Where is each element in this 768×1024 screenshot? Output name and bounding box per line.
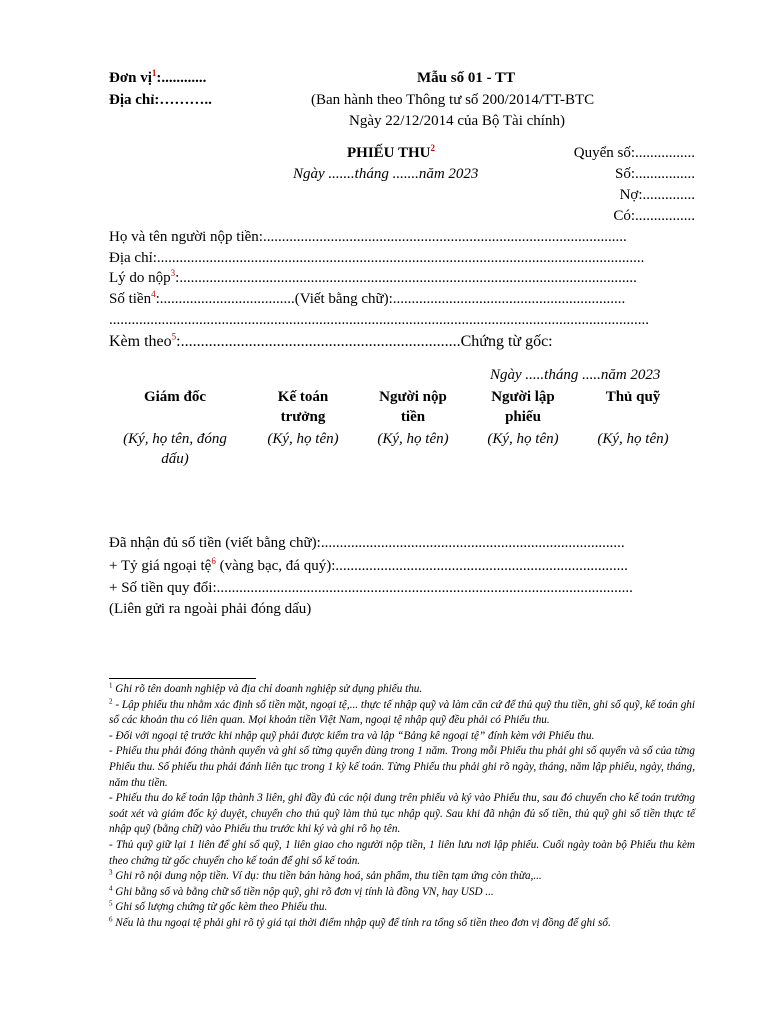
footnote-text: - Đối với ngoại tệ trước khi nhập quỹ phải được kiểm tra và lập “Bảng kê ngoại tệ” đính kèm với Phiếu thu.	[109, 729, 595, 742]
footnote-ref-5: 5	[171, 331, 177, 342]
footnote-item	[109, 916, 695, 932]
footnote-text: Nếu là thu ngoại tệ phải ghi rõ tỷ giá tại thời điểm nhập quỹ để tính ra tổng số tiền theo đơn vị đồng để ghi sổ.	[112, 916, 611, 929]
stamp-note: (Liên gửi ra ngoài phải đóng dấu)	[109, 601, 312, 617]
signature-note: (Ký, họ tên)	[267, 431, 339, 447]
footnote-item	[109, 838, 695, 869]
footnote-text: - Thủ quỹ giữ lại 1 liên để ghi sổ quỹ, 1 liên giao cho người nộp tiền, 1 liên lưu nơi lập phiếu. Cuối ngày toàn bộ Phiếu thu kèm theo chứng từ gốc chuyển cho kế toán để ghi sổ kế toán.	[109, 838, 695, 867]
footnote-item	[109, 885, 695, 901]
footnote-divider	[109, 678, 256, 679]
issued-date: Ngày 22/12/2014 của Bộ Tài chính)	[349, 113, 565, 129]
signature-note: (Ký, họ tên)	[597, 431, 669, 447]
issued-by: (Ban hành theo Thông tư số 200/2014/TT-BTC	[311, 92, 595, 108]
debit-account: Nợ:..............	[619, 187, 695, 203]
signature-payer	[368, 387, 458, 449]
credit-account: Có:................	[613, 208, 695, 224]
exchange-rate	[109, 558, 628, 575]
signature-note: (Ký, họ tên, đóng dấu)	[123, 431, 227, 467]
footnote-item	[109, 744, 695, 791]
reason-label: Lý do nộp	[109, 270, 171, 286]
footnote-item	[109, 729, 695, 745]
signature-note: (Ký, họ tên)	[487, 431, 559, 447]
title-text: PHIẾU THU	[347, 145, 431, 161]
amount-continuation: ................................................................................................................................................	[109, 312, 649, 328]
footnote-text: Ghi rõ nội dung nộp tiền. Ví dụ: thu tiền bán hàng hoá, sản phẩm, thu tiền tạm ứng còn thừa,...	[112, 870, 542, 883]
footnotes	[109, 682, 695, 932]
signature-preparer	[478, 387, 568, 449]
reason-field	[109, 270, 637, 287]
footnote-ref-4: 4	[151, 289, 156, 299]
footnote-item	[109, 900, 695, 916]
form-number: Mẫu số 01 - TT	[417, 70, 516, 86]
received-amount: Đã nhận đủ số tiền (viết bằng chữ):.................................................................................	[109, 535, 625, 551]
signature-director	[110, 387, 240, 469]
signature-date: Ngày .....tháng .....năm 2023	[490, 367, 661, 383]
unit-label: Đơn vị	[109, 70, 152, 86]
attachment-field	[109, 333, 553, 351]
footnote-item	[109, 698, 695, 729]
footnote-text: Ghi bằng số và bằng chữ số tiền nộp quỹ, ghi rõ đơn vị tính là đồng VN, hay USD ...	[112, 885, 494, 898]
footnote-ref-3: 3	[170, 268, 176, 278]
footnote-item	[109, 791, 695, 838]
signature-title: Người nộp tiền	[379, 389, 447, 425]
book-number: Quyển số:................	[573, 145, 695, 161]
payer-name-field: Họ và tên người nộp tiền:.................................................................................................	[109, 229, 627, 245]
signature-title: Người lập phiếu	[491, 389, 555, 425]
amount-dots: :....................................(Viết bằng chữ):..............................................................	[155, 291, 626, 307]
footnote-item	[109, 682, 695, 698]
converted-amount: + Số tiền quy đổi:...............................................................................................................	[109, 580, 633, 596]
signature-title: Kế toán trưởng	[277, 389, 329, 425]
unit-dots: :............	[156, 70, 207, 86]
signature-note: (Ký, họ tên)	[377, 431, 449, 447]
reason-dots: :..........................................................................................................................	[175, 270, 637, 286]
footnote-mark: 3	[109, 868, 113, 877]
footnote-text: Ghi rõ tên doanh nghiệp và địa chỉ doanh nghiệp sử dụng phiếu thu.	[112, 683, 423, 695]
title-date: Ngày .......tháng .......năm 2023	[293, 166, 479, 182]
footnote-mark: 4	[109, 883, 113, 892]
footnote-ref-6: 6	[211, 556, 216, 566]
footnote-text: - Phiếu thu do kế toán lập thành 3 liên, ghi đầy đủ các nội dung trên phiếu và ký vào Phiếu thu, sau đó chuyển cho kế toán trưởng soát xét và giám đốc ký duyệt, chuyển cho thủ quỹ làm thủ tục nhập quỹ. Sau khi đã nhận đủ số tiền, thủ quỹ ghi số tiền thực tế nhập quỹ (bằng chữ) vào Phiếu thu trước khi ký và ghi rõ họ tên.	[109, 792, 695, 836]
footnote-ref-2: 2	[430, 143, 435, 153]
footnote-mark: 5	[109, 899, 113, 908]
unit-line	[109, 70, 206, 87]
page-title	[347, 145, 435, 162]
footnote-text: - Lập phiếu thu nhằm xác định số tiền mặt, ngoại tệ,... thực tế nhập quỹ và làm căn cứ để thủ quỹ thu tiền, ghi sổ quỹ, kế toán ghi sổ các khoản thu có liên quan. Mọi khoản tiền Việt Nam, ngoại tệ nhập quỹ đều phải có Phiếu thu.	[109, 698, 695, 727]
signature-cashier	[588, 387, 678, 449]
footnote-ref-1: 1	[151, 68, 157, 78]
amount-field	[109, 291, 625, 308]
exchange-rate-dots: (vàng bạc, đá quý):..............................................................................	[215, 558, 628, 574]
payer-address-field: Địa chỉ:..................................................................................................................................	[109, 250, 645, 266]
footnote-mark: 6	[109, 915, 113, 924]
footnote-mark: 1	[109, 681, 113, 690]
attachment-label: Kèm theo	[109, 333, 172, 350]
footnote-text: Ghi số lượng chứng từ gốc kèm theo Phiếu thu.	[112, 901, 328, 914]
attachment-dots: :......................................................................Chứng từ gốc:	[176, 333, 553, 350]
amount-label: Số tiền	[109, 291, 152, 307]
footnote-item	[109, 869, 695, 885]
address-label: Địa chỉ:………..	[109, 92, 212, 108]
signature-title: Thủ quỹ	[605, 389, 661, 405]
signature-title: Giám đốc	[143, 389, 207, 405]
exchange-rate-label: + Tỷ giá ngoại tệ	[109, 558, 212, 574]
signature-chief-accountant	[258, 387, 348, 449]
footnote-text: - Phiếu thu phải đóng thành quyển và ghi số từng quyển dùng trong 1 năm. Trong mỗi Phiếu thu phải ghi số quyển và số của từng Phiếu thu. Số phiếu thu phải đánh liên tục trong 1 kỳ kế toán. Từng Phiếu thu phải ghi rõ ngày, tháng, năm lập phiếu, ngày, tháng, năm thu tiền.	[109, 745, 695, 789]
receipt-number: Số:................	[614, 166, 695, 182]
footnote-mark: 2	[109, 696, 113, 705]
